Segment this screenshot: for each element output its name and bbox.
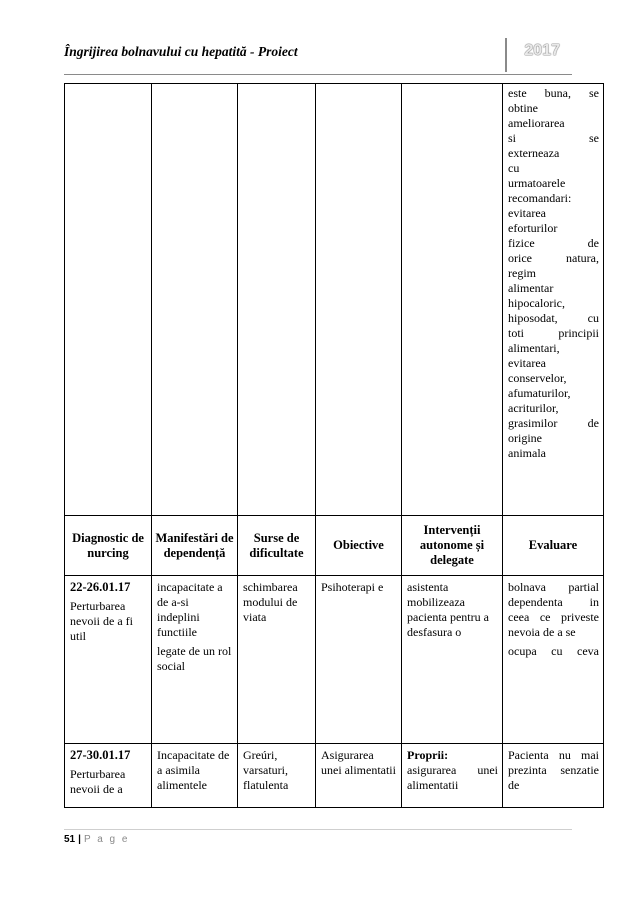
manifestari-cell [152,744,238,808]
evaluare-line: hiposodat, cu [508,311,599,325]
header-rule [64,74,572,75]
evaluare-lines [508,86,599,461]
obiective-cell [316,576,402,744]
manifestari-text: Incapacitate de a asimila alimentele [157,748,230,792]
interventii-label: Proprii: [407,748,449,762]
evaluare-line: toti principii [508,326,599,340]
surse-cell [238,576,316,744]
evaluare-continuation-cell [503,84,604,516]
evaluare-line: origine [508,431,542,445]
document-title: Îngrijirea bolnavului cu hepatită - Proiect [64,44,298,59]
header-year: 2017 [524,42,560,59]
evaluare-line: evitarea [508,356,546,370]
row-date: 22-26.01.17 [70,580,131,594]
diagnostic-text: Perturbarea nevoii de a [70,767,126,796]
obiective-text: Psihoterapi e [321,580,384,594]
manifestari-cell [152,576,238,744]
page-footer [64,834,129,845]
evaluare-cell [503,576,604,744]
evaluare-line: ameliorarea [508,116,565,130]
evaluare-line: este buna, se [508,86,599,100]
evaluare-line: urmatoarele [508,176,566,190]
header-interventii: Intervenții autonome și delegate [402,516,503,576]
evaluare-line: obtine [508,101,538,115]
evaluare-line: evitarea [508,206,546,220]
evaluare-line: alimentari, [508,341,560,355]
table-cell [152,84,238,516]
evaluare-line: fizice de [508,236,599,250]
evaluare-line: acriturilor, [508,401,559,415]
evaluare-text-2: ocupa cu ceva [508,644,599,658]
evaluare-line: alimentar [508,281,554,295]
table-row [65,744,604,808]
evaluare-text: Pacienta nu mai prezinta senzatie de [508,748,599,792]
evaluare-line: eforturilor [508,221,558,235]
table-cell [238,84,316,516]
header-evaluare: Evaluare [503,516,604,576]
header-diagnostic: Diagnostic de nurcing [65,516,152,576]
evaluare-line: orice natura, [508,251,599,265]
header-divider [505,38,507,72]
manifestari-text-2: legate de un rol social [157,644,232,673]
interventii-cell [402,576,503,744]
nursing-care-table [64,83,604,808]
surse-text: schimbarea modului de viata [243,580,298,624]
page-header [64,38,572,72]
interventii-text: asigurarea unei alimentatii [407,763,498,792]
diagnostic-text: Perturbarea nevoii de a fi util [70,599,133,643]
obiective-text: Asigurarea unei alimentatii [321,748,396,777]
table-cell [65,84,152,516]
row-date: 27-30.01.17 [70,748,131,762]
evaluare-line: grasimilor de [508,416,599,430]
evaluare-cell [503,744,604,808]
evaluare-text: bolnava partial dependenta in ceea ce priveste nevoia de a se [508,580,599,639]
footer-rule [64,829,572,830]
evaluare-line: animala [508,446,546,460]
diagnostic-cell [65,576,152,744]
table-header-row [65,516,604,576]
evaluare-line: recomandari: [508,191,572,205]
evaluare-line: cu [508,161,520,175]
evaluare-line: si se [508,131,599,145]
surse-cell [238,744,316,808]
page-label: P a g e [83,834,130,845]
evaluare-line: externeaza [508,146,560,160]
table-row-continuation [65,84,604,516]
interventii-text: asistenta mobilizeaza pacienta pentru a desfasura o [407,580,489,639]
evaluare-line: conservelor, [508,371,567,385]
header-obiective: Obiective [316,516,402,576]
diagnostic-cell [65,744,152,808]
interventii-cell [402,744,503,808]
footer-separator: | [78,834,81,845]
manifestari-text: incapacitate a de a-si indeplini functiile [157,580,223,639]
surse-text: Greúri, varsaturi, flatulenta [243,748,289,792]
page-number: 51 [64,834,76,845]
table-row [65,576,604,744]
table-cell [316,84,402,516]
header-manifestari: Manifestări de dependență [152,516,238,576]
obiective-cell [316,744,402,808]
evaluare-line: hipocaloric, [508,296,565,310]
evaluare-line: afumaturilor, [508,386,571,400]
evaluare-line: regim [508,266,536,280]
table-cell [402,84,503,516]
header-surse: Surse de dificultate [238,516,316,576]
